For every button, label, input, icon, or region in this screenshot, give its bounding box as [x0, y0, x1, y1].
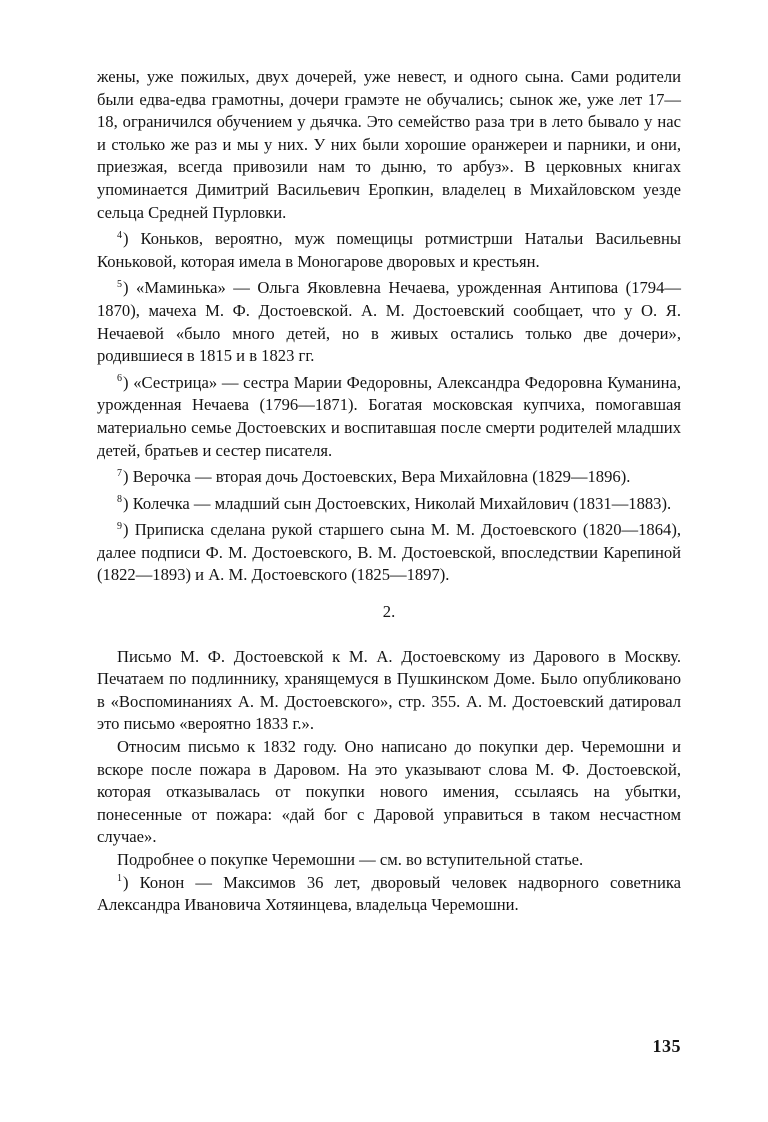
footnote-mark: 8: [117, 494, 122, 506]
note-text: жены, уже пожилых, двух дочерей, уже невест, и одного сына. Сами родители были едва-едва грамотны, дочери грамэте не обучались; сынок же, уже лет 17—18, ограничился обучением у дьячка. Это семейство раза три в лето бывало у нас и столько же раз и мы у них. У них были хорошие оранжереи и парники, и они, приезжая, всегда привозили нам то дыню, то арбуз». В церковных книгах упоминается Димитрий Васильевич Еропкин, владелец в Михайловском уезде сельца Средней Пурловки.: [97, 67, 681, 222]
paragraph-text: Подробнее о покупке Черемошни — см. во вступительной статье.: [117, 850, 584, 869]
footnote-text: «Маминька» — Ольга Яковлевна Нечаева, урожденная Антипова (1794—1870), мачеха М. Ф. Достоевской. А. М. Достоевский сообщает, что у О. Я. Нечаевой «было много детей, но в живых остались только две дочери», родившиеся в 1815 и в 1823 гг.: [97, 278, 681, 366]
footnote-1: $^1$) Конон — Максимов 36 лет, дворовый человек надворного советника Александра Ивановича Хотяинцева, владельца Черемошни.: [97, 872, 682, 915]
footnote-mark: 7: [117, 467, 122, 479]
paragraph-text: Письмо М. Ф. Достоевской к М. А. Достоевскому из Дарового в Москву. Печатаем по подлиннику, хранящемуся в Пушкинском Доме. Было опубликовано в «Воспоминаниях А. М. Достоевского», стр. 355. А. М. Достоевский датировал это письмо «вероятно 1833 г.».: [97, 646, 681, 734]
footnote-text: Приписка сделана рукой старшего сына М. М. Достоевского (1820—1864), далее подписи Ф. М. Достоевского, В. М. Достоевской, впоследствии Карепиной (1822—1893) и А. М. Достоевского (1825—1897).: [97, 520, 681, 585]
body-paragraph: [97, 849, 681, 872]
body-paragraph: [97, 736, 681, 849]
footnote-6: $^6$) «Сестрица» — сестра Марии Федоровны, Александра Федоровна Куманина, урожденная Нечаева (1796—1871). Богатая московская купчиха, помогавшая материально семье Достоевских и воспитавшая после смерти родителей младших детей, братьев и сестер писателя.: [97, 372, 681, 460]
page-number: 135: [652, 1036, 681, 1056]
footnote-5: $^5$) «Маминька» — Ольга Яковлевна Нечаева, урожденная Антипова (1794—1870), мачеха М. Ф. Достоевской. А. М. Достоевский сообщает, что у О. Я. Нечаевой «было много детей, но в живых остались только две дочери», родившиеся в 1815 и в 1823 гг.: [97, 278, 681, 366]
section-number: 2.: [382, 602, 396, 622]
body-paragraph: [97, 646, 681, 736]
footnote-text: Конон — Максимов 36 лет, дворовый человек надворного советника Александра Ивановича Хотяинцева, владельца Черемошни.: [97, 872, 682, 915]
footnote-text: Верочка — вторая дочь Достоевских, Вера Михайловна (1829—1896).: [132, 467, 631, 487]
paragraph-text: Относим письмо к 1832 году. Оно написано до покупки дер. Черемошни и вскоре после пожара в Даровом. На это указывают слова М. Ф. Достоевской, которая отказывалась от покупки нового имения, ссылаясь на убытки, понесенные от пожара: «дай бог с Даровой управиться в таком несчастном случае».: [97, 737, 681, 847]
footnote-9: $^9$) Приписка сделана рукой старшего сына М. М. Достоевского (1820—1864), далее подписи Ф. М. Достоевского, В. М. Достоевской, впоследствии Карепиной (1822—1893) и А. М. Достоевского (1825—1897).: [97, 520, 681, 585]
footnote-mark: 5: [117, 278, 122, 290]
footnote-mark: 6: [117, 373, 122, 385]
footnote-text: Колечка — младший сын Достоевских, Николай Михайлович (1831—1883).: [132, 493, 672, 513]
footnote-mark: 4: [117, 229, 122, 241]
footnote-8: $^8$) Колечка — младший сын Достоевских, Николай Михайлович (1831—1883).: [117, 493, 672, 513]
footnote-text: «Сестрица» — сестра Марии Федоровны, Александра Федоровна Куманина, урожденная Нечаева (1796—1871). Богатая московская купчиха, помогавшая материально семье Достоевских и воспитавшая после смерти родителей младших детей, братьев и сестер писателя.: [97, 372, 681, 460]
footnote-4: $^4$) Коньков, вероятно, муж помещицы ротмистрши Натальи Васильевны Коньковой, которая имела в Моногарове дворовых и крестьян.: [97, 229, 681, 271]
footnote-mark: 9: [117, 520, 122, 532]
page-content: [97, 66, 681, 917]
note-continuation: [97, 66, 681, 224]
footnote-mark: 1: [117, 873, 122, 885]
footnote-text: Коньков, вероятно, муж помещицы ротмистрши Натальи Васильевны Коньковой, которая имела в Моногарове дворовых и крестьян.: [97, 229, 681, 271]
footnote-7: $^7$) Верочка — вторая дочь Достоевских, Вера Михайловна (1829—1896).: [117, 467, 631, 487]
